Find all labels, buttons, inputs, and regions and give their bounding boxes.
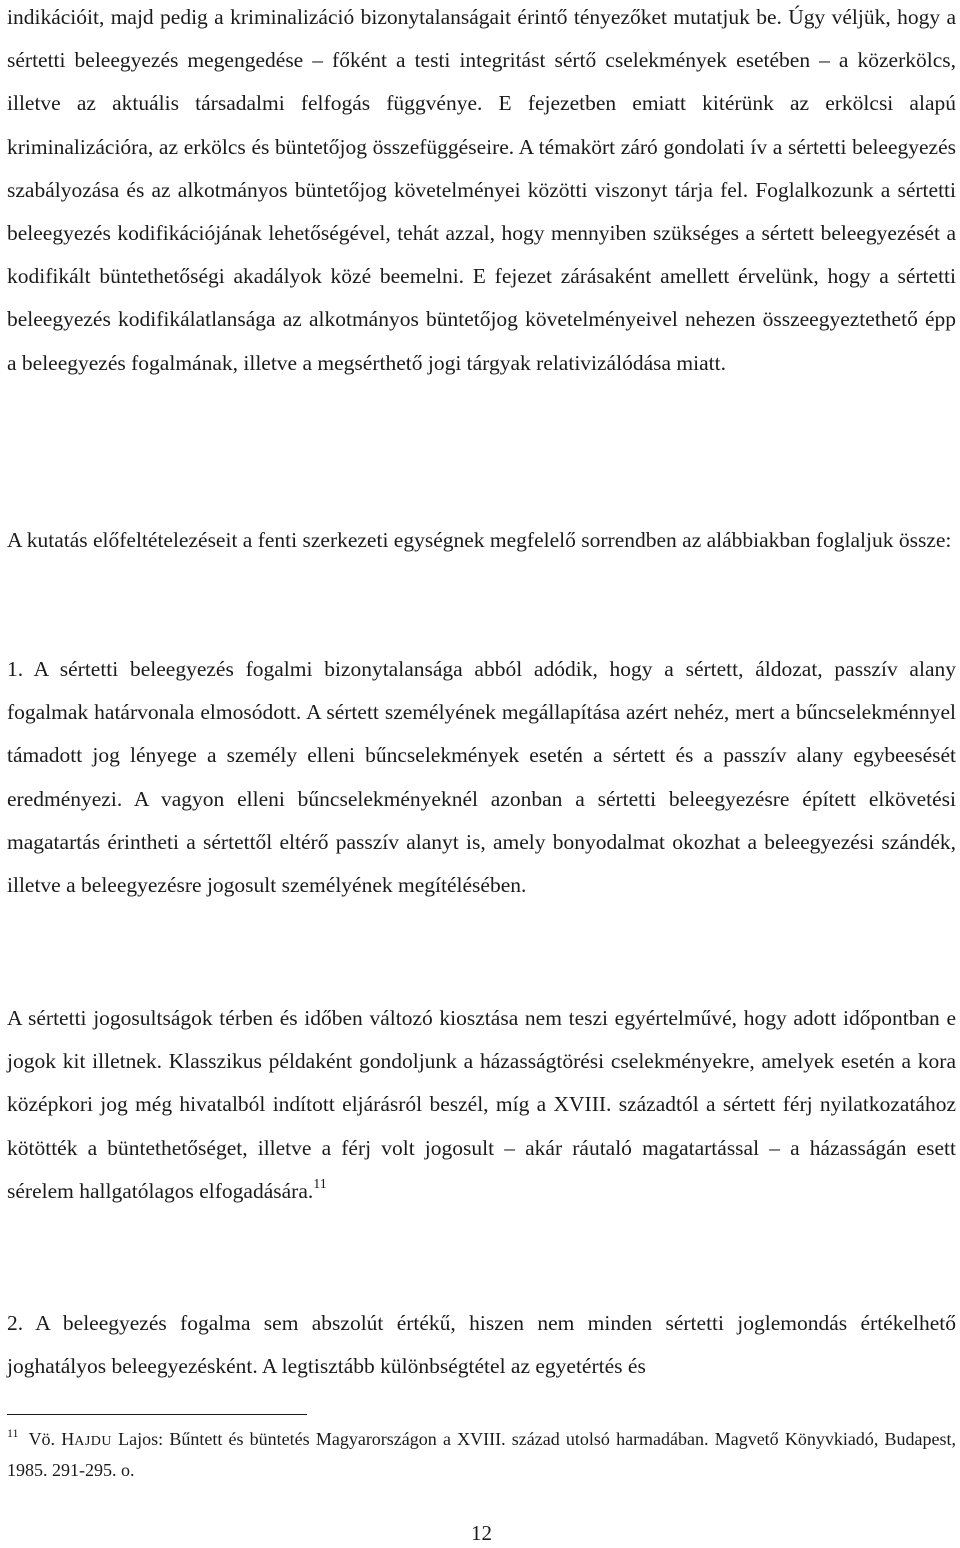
footnote-reference[interactable]: 11 xyxy=(313,1176,327,1192)
body-paragraph-3: 1. A sértetti beleegyezés fogalmi bizonytalansága abból adódik, hogy a sértett, áldozat, passzív alany fogalmak határvonala elmosódott. A sértett személyének megállapítása azért nehéz, mert a bűncselekménnyel támadott jog lényege a személy elleni bűncselekmények esetén a sértett és a passzív alany egybeesését eredményezi. A vagyon elleni bűncselekményeknél azonban a sértetti beleegyezésre épített elkövetési magatartás érintheti a sértettől eltérő passzív alanyt is, amely bonyodalmat okozhat a beleegyezési szándék, illetve a beleegyezésre jogosult személyének megítélésében. xyxy=(7,657,956,898)
page-number: 12 xyxy=(471,1521,492,1545)
body-paragraph-2: A kutatás előfeltételezéseit a fenti szerkezeti egységnek megfelelő sorrendben az alábbiakban foglaljuk össze: xyxy=(7,528,952,552)
body-paragraph-1: indikációit, majd pedig a kriminalizáció bizonytalanságait érintő tényezőket mutatjuk be. Úgy véljük, hogy a sértetti beleegyezés megengedése – főként a testi integritást sértő cselekmények esetében – a közerkölcs, illetve az aktuális társadalmi felfogás függvénye. E fejezetben emiatt kitérünk az erkölcsi alapú kriminalizációra, az erkölcs és büntetőjog összefüggéseire. A témakört záró gondolati ív a sértetti beleegyezés szabályozása és az alkotmányos büntetőjog követelményei közötti viszonyt tárja fel. Foglalkozunk a sértetti beleegyezés kodifikációjának lehetőségével, tehát azzal, hogy mennyiben szükséges a sértett beleegyezését a kodifikált büntethetőségi akadályok közé beemelni. E fejezet zárásaként amellett érvelünk, hogy a sértetti beleegyezés kodifikálatlansága az alkotmányos büntetőjog követelményeivel nehezen összeegyeztethető épp a beleegyezés fogalmának, illetve a megsérthető jogi tárgyak relativizálódása miatt. xyxy=(7,5,956,375)
footnote-author-smallcaps: AJDU xyxy=(74,1434,113,1449)
body-paragraph-4 xyxy=(7,997,956,1213)
body-paragraph-5: 2. A beleegyezés fogalma sem abszolút értékű, hiszen nem minden sértetti joglemondás értékelhető joghatályos beleegyezésként. A legtisztább különbségtétel az egyetértés és xyxy=(7,1311,956,1379)
footnote-citation: Lajos: Bűntett és büntetés Magyarországon a XVIII. század utolsó harmadában. Magvető Könyvkiadó, Budapest, 1985. 291-295. o. xyxy=(7,1429,956,1480)
footnote-prefix: Vö. H xyxy=(28,1429,75,1449)
body-paragraph-4-text: A sértetti jogosultságok térben és időben változó kiosztása nem teszi egyértelművé, hogy adott időpontban e jogok kit illetnek. Klasszikus példaként gondoljunk a házasságtörési cselekményekre, amelyek esetén a kora középkori jog még hivatalból indított eljárásról beszél, míg a XVIII. századtól a sértett férj nyilatkozatához kötötték a büntethetőséget, illetve a férj volt jogosult – akár ráutaló magatartással – a házasságán esett sérelem hallgatólagos elfogadására. xyxy=(7,1006,956,1203)
footnote-number: 11 xyxy=(7,1426,19,1440)
footnote-separator xyxy=(7,1414,307,1415)
footnote xyxy=(7,1425,956,1484)
